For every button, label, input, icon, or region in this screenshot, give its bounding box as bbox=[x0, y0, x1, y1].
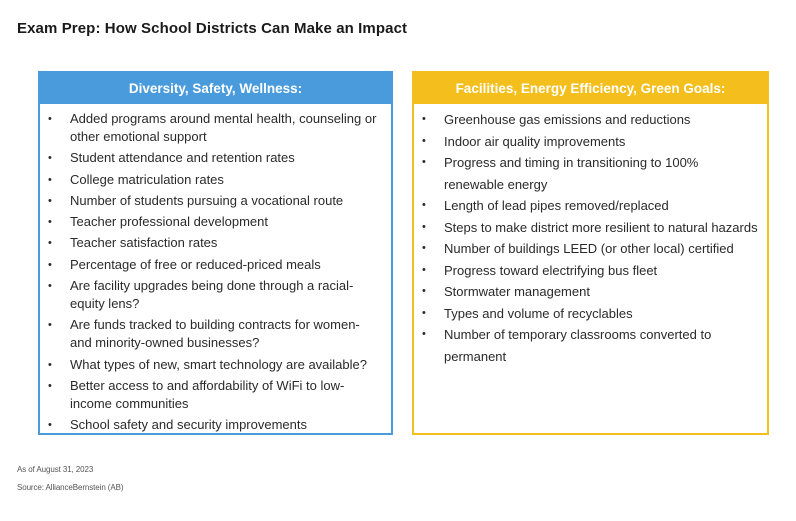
list-item-text: What types of new, smart technology are available? bbox=[70, 356, 367, 372]
bullet-icon: • bbox=[48, 358, 52, 371]
panel-header-facilities: Facilities, Energy Efficiency, Green Goals: bbox=[414, 73, 767, 104]
list-item-text: Types and volume of recyclables bbox=[444, 305, 633, 321]
list-item bbox=[414, 303, 761, 325]
list-item-text: Indoor air quality improvements bbox=[444, 133, 626, 149]
list-item-text: Teacher professional development bbox=[70, 214, 269, 230]
bullet-icon: • bbox=[422, 263, 426, 276]
source-note: Source: AllianceBernstein (AB) bbox=[17, 483, 124, 492]
list-item bbox=[40, 110, 385, 146]
list-item bbox=[40, 416, 385, 434]
list-item bbox=[40, 171, 385, 189]
bullet-icon: • bbox=[48, 216, 52, 229]
list-item bbox=[414, 281, 761, 303]
list-item-text: Greenhouse gas emissions and reductions bbox=[444, 112, 691, 127]
bullet-icon: • bbox=[48, 152, 52, 165]
bullet-icon: • bbox=[48, 419, 52, 432]
bullet-icon: • bbox=[48, 113, 52, 125]
diversity-safety-wellness-panel bbox=[38, 71, 393, 435]
list-item bbox=[414, 324, 761, 367]
bullet-icon: • bbox=[422, 134, 426, 147]
bullet-icon: • bbox=[48, 379, 52, 392]
as-of-date: As of August 31, 2023 bbox=[17, 465, 94, 474]
bullet-icon: • bbox=[48, 237, 52, 250]
list-item-text: School safety and security improvements bbox=[70, 417, 307, 433]
list-item-text: Number of students pursuing a vocational route bbox=[70, 192, 344, 208]
list-item bbox=[40, 277, 385, 313]
list-item bbox=[414, 260, 761, 282]
list-item-text: Better access to and affordability of WiFi to low-income communities bbox=[70, 377, 345, 411]
bullet-icon: • bbox=[48, 280, 52, 293]
bullet-icon: • bbox=[422, 199, 426, 211]
bullet-icon: • bbox=[422, 156, 426, 168]
bullet-icon: • bbox=[422, 242, 426, 254]
facilities-list bbox=[414, 104, 767, 367]
list-item-text: Length of lead pipes removed/replaced bbox=[444, 198, 669, 213]
list-item-text: Are facility upgrades being done through a racial-equity lens? bbox=[70, 278, 354, 312]
list-item-text: Are funds tracked to building contracts for women- and minority-owned businesses? bbox=[70, 317, 360, 351]
bullet-icon: • bbox=[422, 113, 426, 125]
panel-header-diversity: Diversity, Safety, Wellness: bbox=[40, 73, 391, 104]
list-item-text: Progress and timing in transitioning to 100% renewable energy bbox=[444, 155, 699, 192]
list-item-text: Added programs around mental health, counseling or other emotional support bbox=[70, 111, 377, 144]
list-item bbox=[40, 256, 385, 274]
list-item-text: Progress toward electrifying bus fleet bbox=[444, 262, 658, 278]
list-item bbox=[40, 192, 385, 210]
list-item bbox=[40, 316, 385, 352]
page-title: Exam Prep: How School Districts Can Make an Impact bbox=[17, 20, 408, 37]
list-item bbox=[414, 238, 761, 260]
bullet-icon: • bbox=[48, 258, 52, 271]
list-item bbox=[40, 377, 385, 413]
list-item-text: Number of buildings LEED (or other local) certified bbox=[444, 241, 734, 256]
list-item-text: Number of temporary classrooms converted to permanent bbox=[444, 327, 712, 364]
bullet-icon: • bbox=[422, 285, 426, 297]
list-item-text: College matriculation rates bbox=[70, 171, 224, 187]
list-item bbox=[414, 195, 761, 217]
bullet-icon: • bbox=[48, 173, 52, 186]
list-item bbox=[40, 149, 385, 167]
list-item bbox=[40, 234, 385, 252]
list-item-text: Teacher satisfaction rates bbox=[70, 235, 218, 251]
bullet-icon: • bbox=[422, 306, 426, 319]
list-item bbox=[414, 131, 761, 153]
list-item bbox=[414, 109, 761, 131]
list-item bbox=[40, 356, 385, 374]
bullet-icon: • bbox=[48, 319, 52, 332]
bullet-icon: • bbox=[422, 328, 426, 340]
list-item-text: Percentage of free or reduced-priced meals bbox=[70, 256, 321, 272]
list-item bbox=[40, 213, 385, 231]
bullet-icon: • bbox=[422, 220, 426, 233]
list-item bbox=[414, 152, 761, 195]
list-item-text: Steps to make district more resilient to natural hazards bbox=[444, 219, 758, 235]
list-item-text: Student attendance and retention rates bbox=[70, 150, 295, 166]
list-item bbox=[414, 217, 761, 239]
facilities-energy-panel bbox=[412, 71, 769, 435]
bullet-icon: • bbox=[48, 194, 52, 207]
diversity-list bbox=[40, 104, 391, 434]
list-item-text: Stormwater management bbox=[444, 284, 590, 299]
